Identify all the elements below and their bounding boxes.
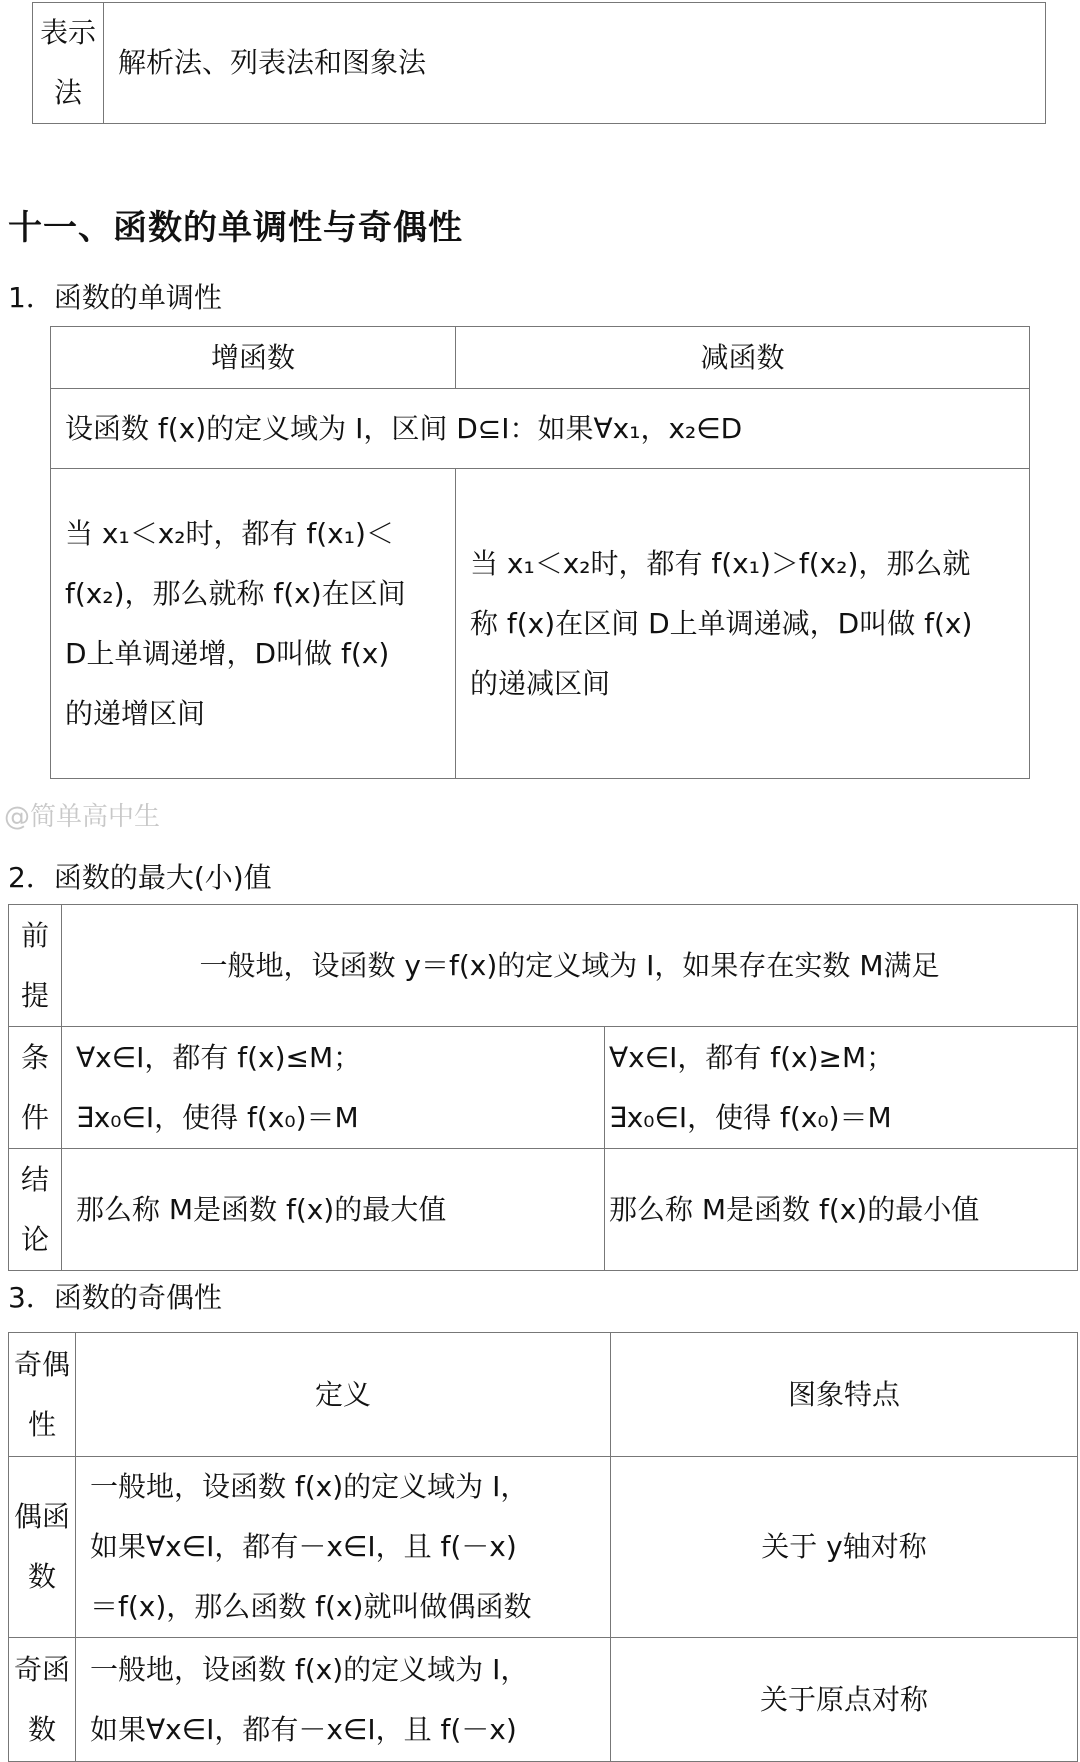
max-condition-line: ∀x∈I，都有 f(x)≤M； <box>76 1040 362 1074</box>
even-label-line: 数 <box>27 1560 56 1593</box>
condition-label-line: 条 <box>20 1040 49 1074</box>
even-function-definition <box>76 1457 611 1638</box>
graph-feature-header: 图象特点 <box>611 1333 1078 1457</box>
dec-line: 的递减区间 <box>470 666 611 700</box>
even-def-line: ＝f(x)，那么函数 f(x)就叫做偶函数 <box>90 1590 532 1623</box>
odd-def-line: 如果∀x∈I，都有－x∈I，且 f(－x) <box>90 1712 517 1746</box>
premise-label-line: 提 <box>20 978 49 1012</box>
decreasing-definition <box>456 469 1030 779</box>
odd-function-definition <box>76 1638 611 1762</box>
even-function-feature: 关于 y轴对称 <box>611 1457 1078 1638</box>
parity-header-label-line: 性 <box>27 1407 56 1441</box>
subsection-2-title: 2．函数的最大(小)值 <box>8 861 272 894</box>
min-condition-line: ∃x₀∈I，使得 f(x₀)＝M <box>609 1100 892 1134</box>
conclusion-label <box>9 1149 62 1271</box>
monotonicity-table <box>50 326 1030 779</box>
increasing-header: 增函数 <box>51 327 456 389</box>
representation-label-line2: 法 <box>53 76 82 109</box>
premise-label-line: 前 <box>20 918 49 952</box>
min-condition-line: ∀x∈I，都有 f(x)≥M； <box>609 1040 895 1074</box>
increasing-definition <box>51 469 456 779</box>
max-condition-line: ∃x₀∈I，使得 f(x₀)＝M <box>76 1100 359 1134</box>
odd-label-line: 奇函 <box>13 1652 70 1686</box>
condition-label <box>9 1027 62 1149</box>
section-title: 十一、函数的单调性与奇偶性 <box>8 208 463 248</box>
monotonicity-premise: 设函数 f(x)的定义域为 I，区间 D⊆I：如果∀x₁，x₂∈D <box>51 389 1030 469</box>
min-conclusion: 那么称 M是函数 f(x)的最小值 <box>605 1149 1078 1271</box>
subsection-1-title: 1．函数的单调性 <box>8 281 222 314</box>
dec-line: 当 x₁＜x₂时，都有 f(x₁)＞f(x₂)，那么就 <box>470 546 971 580</box>
representation-content: 解析法、列表法和图象法 <box>104 3 1046 124</box>
dec-line: 称 f(x)在区间 D上单调递减，D叫做 f(x) <box>470 606 973 640</box>
subsection-3-title: 3．函数的奇偶性 <box>8 1281 222 1314</box>
inc-line: 的递增区间 <box>65 696 206 730</box>
watermark: @简单高中生 <box>4 802 161 832</box>
parity-table <box>8 1332 1078 1762</box>
conclusion-label-line: 结 <box>20 1162 49 1196</box>
condition-label-line: 件 <box>20 1100 49 1134</box>
inc-line: D上单调递增，D叫做 f(x) <box>65 636 390 670</box>
parity-header-label <box>9 1333 76 1457</box>
representation-table <box>32 2 1046 124</box>
definition-header: 定义 <box>76 1333 611 1457</box>
inc-line: 当 x₁＜x₂时，都有 f(x₁)＜ <box>65 516 394 550</box>
odd-label-line: 数 <box>27 1712 56 1746</box>
max-condition <box>62 1027 605 1149</box>
conclusion-label-line: 论 <box>20 1222 49 1256</box>
maxmin-premise: 一般地，设函数 y＝f(x)的定义域为 I，如果存在实数 M满足 <box>62 905 1078 1027</box>
odd-function-label <box>9 1638 76 1762</box>
even-def-line: 如果∀x∈I，都有－x∈I，且 f(－x) <box>90 1530 517 1563</box>
odd-function-feature: 关于原点对称 <box>611 1638 1078 1762</box>
parity-header-label-line: 奇偶 <box>13 1347 70 1381</box>
odd-def-line: 一般地，设函数 f(x)的定义域为 I， <box>90 1652 529 1686</box>
premise-label <box>9 905 62 1027</box>
decreasing-header: 减函数 <box>456 327 1030 389</box>
representation-label-cell <box>33 3 104 124</box>
min-condition <box>605 1027 1078 1149</box>
representation-label-line1: 表示 <box>39 16 96 49</box>
even-function-label <box>9 1457 76 1638</box>
max-conclusion: 那么称 M是函数 f(x)的最大值 <box>62 1149 605 1271</box>
even-def-line: 一般地，设函数 f(x)的定义域为 I， <box>90 1470 529 1503</box>
inc-line: f(x₂)，那么就称 f(x)在区间 <box>65 576 406 610</box>
maxmin-table <box>8 904 1078 1271</box>
even-label-line: 偶函 <box>13 1500 70 1533</box>
